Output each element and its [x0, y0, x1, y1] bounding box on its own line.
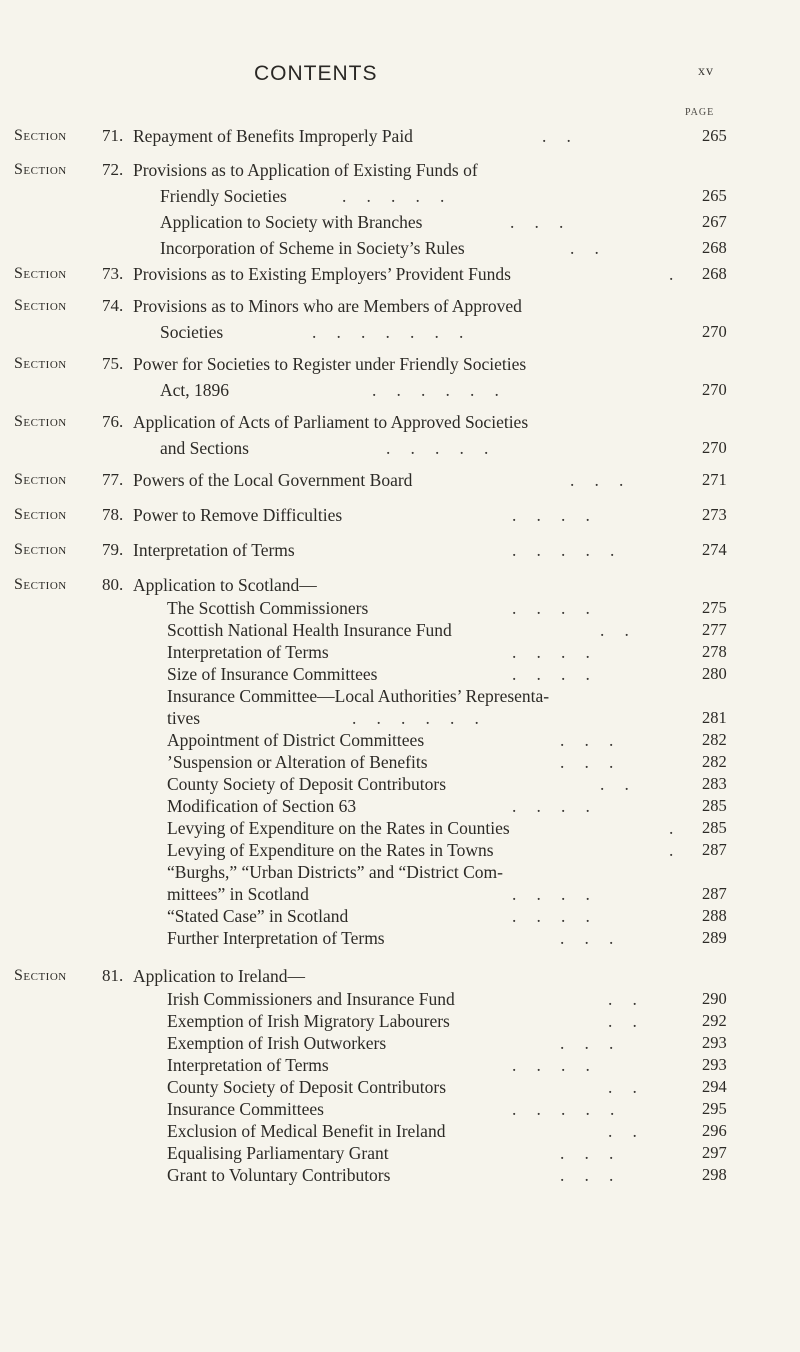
- running-title: CONTENTS: [254, 62, 378, 85]
- entry-title: Interpretation of Terms: [133, 540, 295, 560]
- entry-title: Power to Remove Difficulties: [133, 505, 343, 525]
- dot-leader: . . .: [560, 752, 614, 772]
- dot-leader: . . . . . .: [372, 380, 499, 400]
- entry-title: Exemption of Irish Migratory Labourers: [167, 1011, 450, 1031]
- dot-leader: . .: [608, 1121, 637, 1141]
- toc-entry: [0, 238, 800, 258]
- dot-leader: . .: [600, 774, 629, 794]
- dot-leader: . . . . .: [512, 1099, 615, 1119]
- section-number: 77.: [102, 470, 124, 489]
- entry-title: Exemption of Irish Outworkers: [167, 1033, 387, 1053]
- entry-title: Interpretation of Terms: [167, 1055, 329, 1075]
- dot-leader: . .: [608, 1077, 637, 1097]
- dot-leader: . . .: [560, 1033, 614, 1053]
- entry-title: Insurance Committees: [167, 1099, 324, 1119]
- entry-title: Application of Acts of Parliament to Approved Societies: [133, 412, 529, 432]
- toc-entry: [0, 884, 800, 904]
- entry-title: Provisions as to Minors who are Members of Approved: [133, 296, 522, 316]
- dot-leader: . . .: [510, 212, 564, 232]
- dot-leader: . .: [542, 126, 571, 146]
- dot-leader: . . . . .: [342, 186, 445, 206]
- section-label: Section: [14, 576, 67, 593]
- entry-title: Application to Society with Branches: [160, 212, 423, 232]
- entry-title: ’Suspension or Alteration of Benefits: [167, 752, 428, 772]
- toc-section-entry: [0, 505, 800, 525]
- page-reference: 288: [702, 906, 727, 925]
- page-reference: 265: [702, 186, 727, 205]
- toc-entry: [0, 620, 800, 640]
- entry-title: Levying of Expenditure on the Rates in Towns: [167, 840, 494, 860]
- entry-title: Grant to Voluntary Contributors: [167, 1165, 391, 1185]
- entry-title: Application to Scotland—: [133, 575, 317, 595]
- dot-leader: . . . . . . .: [312, 322, 464, 342]
- page-reference: 295: [702, 1099, 727, 1118]
- page-reference: 282: [702, 730, 727, 749]
- dot-leader: . . .: [560, 730, 614, 750]
- section-number: 76.: [102, 412, 124, 431]
- page-reference: 281: [702, 708, 727, 727]
- dot-leader: . .: [608, 1011, 637, 1031]
- entry-title: The Scottish Commissioners: [167, 598, 369, 618]
- section-label: Section: [14, 161, 67, 178]
- entry-title: and Sections: [160, 438, 249, 458]
- entry-title: Equalising Parliamentary Grant: [167, 1143, 389, 1163]
- entry-title: Irish Commissioners and Insurance Fund: [167, 989, 455, 1009]
- entry-title: mittees” in Scotland: [167, 884, 309, 904]
- section-label: Section: [14, 506, 67, 523]
- toc-entry: [0, 598, 800, 618]
- dot-leader: .: [669, 840, 674, 860]
- entry-title: “Stated Case” in Scotland: [167, 906, 349, 926]
- toc-entry: [0, 642, 800, 662]
- page-reference: 283: [702, 774, 727, 793]
- page-reference: 290: [702, 989, 727, 1008]
- section-label: Section: [14, 471, 67, 488]
- entry-title: County Society of Deposit Contributors: [167, 1077, 447, 1097]
- page-reference: 270: [702, 380, 727, 399]
- dot-leader: . . . .: [512, 505, 590, 525]
- dot-leader: . . .: [560, 1143, 614, 1163]
- section-label: Section: [14, 297, 67, 314]
- page-reference: 268: [702, 238, 727, 257]
- entry-title: Friendly Societies: [160, 186, 287, 206]
- page-reference: 289: [702, 928, 727, 947]
- page-number: xv: [698, 64, 714, 79]
- dot-leader: . . . .: [512, 1055, 590, 1075]
- entry-title: Repayment of Benefits Improperly Paid: [133, 126, 413, 146]
- toc-entry: [0, 438, 800, 458]
- entry-title: Power for Societies to Register under Friendly Societies: [133, 354, 527, 374]
- section-number: 75.: [102, 354, 124, 373]
- toc-entry: [0, 1055, 800, 1075]
- toc-entry: [0, 1165, 800, 1185]
- page-column-label: PAGE: [685, 107, 715, 118]
- toc-entry: [0, 906, 800, 926]
- toc-entry: [0, 1121, 800, 1141]
- toc-entry: [0, 708, 800, 728]
- dot-leader: . . .: [570, 470, 624, 490]
- toc-entry: [0, 686, 800, 706]
- page-reference: 267: [702, 212, 727, 231]
- toc-section-entry: [0, 470, 800, 490]
- toc-entry: [0, 928, 800, 948]
- entry-title: Provisions as to Application of Existing Funds of: [133, 160, 478, 180]
- toc-entry: [0, 989, 800, 1009]
- page-reference: 275: [702, 598, 727, 617]
- entry-title: Exclusion of Medical Benefit in Ireland: [167, 1121, 446, 1141]
- dot-leader: . . . .: [512, 906, 590, 926]
- page-reference: 285: [702, 796, 727, 815]
- entry-title: Modification of Section 63: [167, 796, 357, 816]
- section-number: 80.: [102, 575, 124, 594]
- page-reference: 274: [702, 540, 727, 559]
- toc-entry: [0, 818, 800, 838]
- entry-title: Societies: [160, 322, 224, 342]
- section-number: 72.: [102, 160, 124, 179]
- section-label: Section: [14, 413, 67, 430]
- section-number: 74.: [102, 296, 124, 315]
- page-reference: 293: [702, 1033, 727, 1052]
- entry-title: Insurance Committee—Local Authorities’ Representa-: [167, 686, 550, 706]
- toc-section-entry: [0, 575, 800, 595]
- dot-leader: . . . .: [512, 664, 590, 684]
- dot-leader: . . . . .: [386, 438, 489, 458]
- entry-title: Interpretation of Terms: [167, 642, 329, 662]
- page-reference: 265: [702, 126, 727, 145]
- toc-entry: [0, 1143, 800, 1163]
- toc-entry: [0, 774, 800, 794]
- section-label: Section: [14, 541, 67, 558]
- toc-entry: [0, 186, 800, 206]
- entry-title: Further Interpretation of Terms: [167, 928, 385, 948]
- page-reference: 277: [702, 620, 727, 639]
- page-reference: 294: [702, 1077, 727, 1096]
- entry-title: Provisions as to Existing Employers’ Provident Funds: [133, 264, 511, 284]
- page-reference: 292: [702, 1011, 727, 1030]
- entry-title: Appointment of District Committees: [167, 730, 425, 750]
- entry-title: Powers of the Local Government Board: [133, 470, 413, 490]
- toc-entry: [0, 380, 800, 400]
- toc-entry: [0, 1011, 800, 1031]
- entry-title: County Society of Deposit Contributors: [167, 774, 447, 794]
- toc-section-entry: [0, 160, 800, 180]
- toc-section-entry: [0, 540, 800, 560]
- toc-section-entry: [0, 966, 800, 986]
- section-number: 79.: [102, 540, 124, 559]
- toc-section-entry: [0, 354, 800, 374]
- page-reference: 268: [702, 264, 727, 283]
- page-reference: 273: [702, 505, 727, 524]
- running-head: [0, 62, 800, 88]
- toc-entry: [0, 212, 800, 232]
- entry-title: Scottish National Health Insurance Fund: [167, 620, 452, 640]
- dot-leader: . . . .: [512, 598, 590, 618]
- toc-entry: [0, 322, 800, 342]
- page-reference: 278: [702, 642, 727, 661]
- toc-entry: [0, 730, 800, 750]
- toc-entry: [0, 796, 800, 816]
- page-reference: 271: [702, 470, 727, 489]
- entry-title: Act, 1896: [160, 380, 230, 400]
- section-number: 71.: [102, 126, 124, 145]
- page-reference: 287: [702, 840, 727, 859]
- toc-entry: [0, 1099, 800, 1119]
- section-label: Section: [14, 355, 67, 372]
- dot-leader: . . . . .: [512, 540, 615, 560]
- dot-leader: . . . .: [512, 796, 590, 816]
- toc-entry: [0, 862, 800, 882]
- toc-entry: [0, 752, 800, 772]
- toc-entry: [0, 664, 800, 684]
- entry-title: Size of Insurance Committees: [167, 664, 378, 684]
- page-reference: 297: [702, 1143, 727, 1162]
- page-reference: 270: [702, 322, 727, 341]
- toc-section-entry: [0, 412, 800, 432]
- page-reference: 287: [702, 884, 727, 903]
- section-number: 81.: [102, 966, 124, 985]
- toc-entry: [0, 840, 800, 860]
- section-label: Section: [14, 967, 67, 984]
- page-reference: 270: [702, 438, 727, 457]
- page-reference: 285: [702, 818, 727, 837]
- dot-leader: . . .: [560, 1165, 614, 1185]
- dot-leader: . . . . . .: [352, 708, 479, 728]
- page-reference: 280: [702, 664, 727, 683]
- section-number: 78.: [102, 505, 124, 524]
- entry-title: Application to Ireland—: [133, 966, 306, 986]
- section-number: 73.: [102, 264, 124, 283]
- section-label: Section: [14, 127, 67, 144]
- toc-entry: [0, 1033, 800, 1053]
- page-reference: 296: [702, 1121, 727, 1140]
- entry-title: Incorporation of Scheme in Society’s Rules: [160, 238, 465, 258]
- dot-leader: . .: [600, 620, 629, 640]
- page-reference: 282: [702, 752, 727, 771]
- page-reference: 298: [702, 1165, 727, 1184]
- entry-title: Levying of Expenditure on the Rates in Counties: [167, 818, 510, 838]
- toc-section-entry: [0, 126, 800, 146]
- entry-title: tives: [167, 708, 201, 728]
- toc-section-entry: [0, 296, 800, 316]
- dot-leader: .: [669, 818, 674, 838]
- entry-title: “Burghs,” “Urban Districts” and “District Com-: [167, 862, 503, 882]
- toc-section-entry: [0, 264, 800, 284]
- dot-leader: . . .: [560, 928, 614, 948]
- dot-leader: . . . .: [512, 642, 590, 662]
- toc-entry: [0, 1077, 800, 1097]
- dot-leader: .: [669, 264, 674, 284]
- page-reference: 293: [702, 1055, 727, 1074]
- dot-leader: . .: [570, 238, 599, 258]
- dot-leader: . . . .: [512, 884, 590, 904]
- section-label: Section: [14, 265, 67, 282]
- dot-leader: . .: [608, 989, 637, 1009]
